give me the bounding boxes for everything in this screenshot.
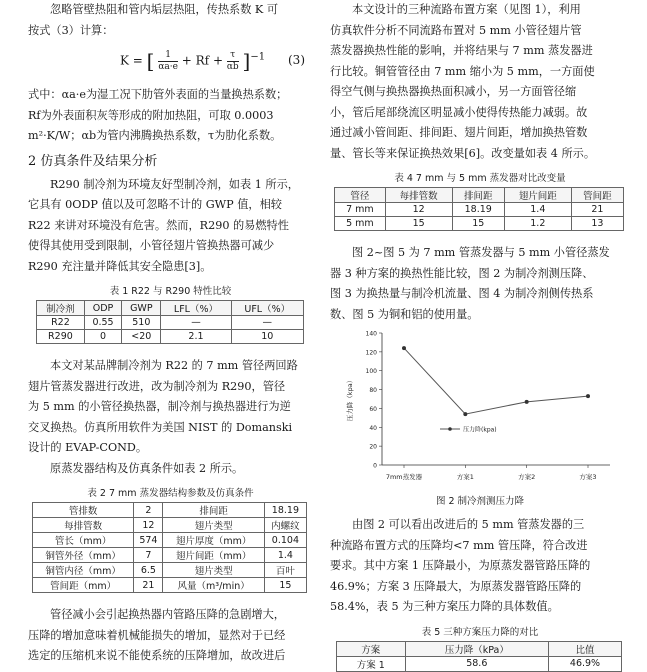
table-header: 每排管数	[385, 188, 452, 203]
text-line: 通过减小管间距、排间距、翅片间距，增加换热管数	[330, 126, 588, 139]
text-line: 行比较。铜管管径由 7 mm 缩小为 5 mm，一方面使	[330, 64, 595, 78]
fraction-denominator: αa·e	[158, 61, 178, 72]
table-header: GWP	[122, 301, 161, 316]
text-line: 压降的增加意味着机械能损失的增加，显然对于已经	[28, 628, 286, 642]
text-line: 58.4%，表 5 为三种方案压力降的具体数值。	[330, 600, 559, 613]
table-row	[33, 533, 307, 548]
table-cell: 管间距（mm）	[33, 578, 134, 593]
equation-number: (3)	[288, 53, 305, 67]
text-line: R290 充注量并降低其安全隐患[3]。	[28, 259, 212, 273]
table-caption: 表 1 R22 与 R290 特性比较	[109, 286, 232, 297]
table-cell: 10	[231, 330, 304, 344]
text-line: 由图 2 可以看出改进后的 5 mm 管蒸发器的三	[352, 518, 585, 531]
paragraph	[330, 515, 630, 618]
table-header: 制冷剂	[37, 301, 85, 316]
paragraph	[28, 356, 313, 479]
table-cell: 0.104	[264, 533, 306, 548]
table-cell: 15	[452, 217, 504, 231]
equation-body: K = [ $\frac{1}{\alpha a\cdot e}$ + Rf + $\frac{\tau}{\alpha b}$ ]$^{-1}$	[120, 49, 266, 73]
table-header: LFL（%）	[161, 301, 231, 316]
table-cell: 风量（m³/min）	[163, 578, 264, 593]
text-line: 使得其使用受到限制，小管径翅片管换热器可减少	[28, 239, 275, 252]
text-line: 量、管长等来保证换热效果[6]。改变量如表 4 所示。	[330, 146, 596, 160]
table-cell: 21	[571, 203, 623, 217]
text-line: 设计的 EVAP-COND。	[28, 441, 148, 454]
table-header: 压力降（kPa）	[405, 641, 548, 656]
table-cell: R22	[37, 316, 85, 330]
table-cell: —	[161, 316, 231, 330]
table-header: 比值	[549, 641, 622, 656]
paragraph	[330, 243, 630, 325]
x-tick-label: 方案3	[579, 473, 597, 481]
table-cell: 0	[84, 330, 121, 344]
table-row	[335, 203, 624, 217]
text-line: 仿真软件分析不同流路布置对 5 mm 小管径翅片管	[330, 23, 582, 37]
left-column	[28, 0, 313, 667]
legend-marker	[448, 427, 452, 431]
equation-lhs: K =	[120, 53, 143, 68]
table-cell: 铜管外径（mm）	[33, 548, 134, 563]
text-line: 得空气侧与换热器换热面积减小，另一方面管径缩	[330, 85, 577, 98]
table-caption: 表 5 三种方案压力降的对比	[421, 626, 539, 638]
text-line: R22 来讲对环境没有危害。然而，R290 的易燃特性	[28, 218, 289, 232]
table-row	[33, 503, 307, 518]
table-header-row	[337, 641, 622, 656]
x-tick-label: 方案2	[518, 473, 536, 481]
fraction	[158, 50, 178, 73]
data-point	[525, 400, 529, 404]
y-tick-label: 60	[369, 405, 377, 413]
table-header: 管间距	[571, 188, 623, 203]
table-header: 排间距	[452, 188, 504, 203]
table-cell: 6.5	[134, 563, 163, 578]
table-row	[33, 563, 307, 578]
figure-2-chart	[330, 325, 630, 493]
table-header: 管径	[335, 188, 386, 203]
text-line: 交叉换热。仿真所用软件为美国 NIST 的 Domanski	[28, 420, 293, 434]
text-line: 图 2~图 5 为 7 mm 管蒸发器与 5 mm 小管径蒸发	[352, 246, 610, 259]
text-line: 它具有 0ODP 值以及可忽略不计的 GWP 值，相较	[28, 198, 282, 211]
table-cell: 排间距	[163, 503, 264, 518]
table-cell: 7 mm	[335, 203, 386, 217]
text-line: 器 3 种方案的换热性能比较，图 2 为制冷剂测压降、	[330, 266, 594, 280]
text-line: 种流路布置方式的压降均<7 mm 管压降，符合改进	[330, 538, 588, 552]
table-row	[335, 217, 624, 231]
table-cell: 翅片间距（mm）	[163, 548, 264, 563]
table-header: 翅片间距	[504, 188, 571, 203]
paragraph	[28, 0, 313, 41]
table-5	[336, 641, 622, 672]
table-cell: 15	[264, 578, 306, 593]
paragraph	[330, 0, 630, 164]
text-line: 数、图 5 为铜和铝的使用量。	[330, 307, 479, 321]
text-line: 要求。其中方案 1 压降最小，为原蒸发器管路压降的	[330, 559, 591, 572]
table-row	[33, 548, 307, 563]
table-cell: 7	[134, 548, 163, 563]
table-cell: 铜管内径（mm）	[33, 563, 134, 578]
paragraph	[28, 85, 313, 147]
text-line: Rf为外表面积灰等形成的附加热阻，可取 0.0003	[28, 108, 274, 122]
table-header: 方案	[337, 641, 406, 656]
y-tick-label: 80	[369, 387, 377, 395]
x-tick-label: 7mm蒸发器	[385, 473, 423, 481]
data-point	[463, 412, 467, 416]
text-line: 图 3 为换热量与制冷机流量、图 4 为制冷剂侧传热系	[330, 287, 594, 300]
equation-3	[28, 41, 313, 85]
table-cell: 2.1	[161, 330, 231, 344]
text-line: 选定的压缩机来说不能使系统的压降增加，故改进后	[28, 649, 286, 662]
legend-label: 压力降(kpa)	[463, 426, 497, 434]
text-line: R290 制冷剂为环境友好型制冷剂，如表 1 所示，	[50, 177, 299, 191]
text-line: 原蒸发器结构及仿真条件如表 2 所示。	[50, 461, 244, 475]
table-caption: 表 4 7 mm 与 5 mm 蒸发器对比改变量	[394, 173, 566, 184]
table-row	[37, 330, 304, 344]
table-row	[337, 656, 622, 671]
fraction-numerator: 1	[158, 50, 178, 62]
table-cell: 百叶	[264, 563, 306, 578]
table-cell: 1.4	[504, 203, 571, 217]
text-line: m²·K/W；αb为管内沸腾换热系数，τ为肋化系数。	[28, 129, 282, 142]
table-caption: 表 2 7 mm 蒸发器结构参数及仿真条件	[87, 488, 254, 499]
table-cell: <20	[122, 330, 161, 344]
table-2	[32, 502, 307, 593]
data-point	[586, 394, 590, 398]
table-cell: 574	[134, 533, 163, 548]
y-tick-label: 20	[369, 443, 377, 451]
text-line: 本文设计的三种流路布置方案（见图 1），利用	[352, 3, 581, 16]
table-1	[36, 300, 304, 344]
table-cell: 58.6	[405, 656, 548, 671]
text-line: 为 5 mm 的小管径换热器，制冷剂与换热器进行为逆	[28, 400, 291, 413]
table-cell: 翅片类型	[163, 563, 264, 578]
table-cell: 12	[385, 203, 452, 217]
y-tick-label: 120	[365, 349, 377, 357]
table-cell: 18.19	[452, 203, 504, 217]
table-cell: 2	[134, 503, 163, 518]
table-cell: 15	[385, 217, 452, 231]
figure-caption: 图 2 制冷剂测压力降	[435, 496, 525, 507]
table-cell: 5 mm	[335, 217, 386, 231]
table-cell: R290	[37, 330, 85, 344]
section-heading: 2 仿真条件及结果分析	[28, 153, 158, 169]
paragraph	[28, 175, 313, 278]
table-cell: 13	[571, 217, 623, 231]
right-column	[330, 0, 630, 672]
table-header: UFL（%）	[231, 301, 304, 316]
table-row	[37, 316, 304, 330]
table-row	[33, 578, 307, 593]
text-line: 忽略管壁热阻和管内垢层热阻，传热系数 K 可	[50, 3, 279, 16]
chart-svg	[330, 325, 630, 493]
table-cell: 1.2	[504, 217, 571, 231]
y-tick-label: 40	[369, 424, 377, 432]
fraction	[227, 50, 239, 73]
text-line: 46.9%；方案 3 压降最大，为原蒸发器管路压降的	[330, 579, 582, 593]
table-header: ODP	[84, 301, 121, 316]
table-cell: 21	[134, 578, 163, 593]
text-line: 翅片管蒸发器进行改进，改为制冷剂为 R290，管径	[28, 379, 286, 393]
series-line	[404, 348, 588, 414]
text-line: 式中：αa·e为湿工况下肋管外表面的当量换热系数；	[28, 88, 288, 101]
table-header-row	[335, 188, 624, 203]
equation-term: + Rf +	[181, 53, 223, 68]
fraction-denominator: αb	[226, 61, 239, 72]
data-point	[402, 346, 406, 350]
table-cell: 翅片类型	[163, 518, 264, 533]
table-cell: 46.9%	[549, 656, 622, 671]
table-row	[33, 518, 307, 533]
y-tick-label: 0	[373, 462, 377, 470]
exponent: −1	[250, 51, 266, 63]
table-cell: 0.55	[84, 316, 121, 330]
table-cell: 管长（mm）	[33, 533, 134, 548]
table-cell: 内螺纹	[264, 518, 306, 533]
y-axis-label: 压力降（kpa）	[346, 376, 354, 422]
text-line: 本文对某品牌制冷剂为 R22 的 7 mm 管径两回路	[50, 359, 298, 372]
text-line: 按式（3）计算：	[28, 23, 114, 37]
x-tick-label: 方案1	[456, 473, 474, 481]
y-tick-label: 100	[365, 368, 377, 376]
table-cell: 管排数	[33, 503, 134, 518]
table-header-row	[37, 301, 304, 316]
table-cell: 翅片厚度（mm）	[163, 533, 264, 548]
table-cell: 510	[122, 316, 161, 330]
text-line: 小，管后尾部绕流区明显减小使得传热能力减弱。故	[330, 105, 588, 119]
paragraph	[28, 605, 313, 667]
y-tick-label: 140	[365, 330, 377, 338]
table-cell: —	[231, 316, 304, 330]
fraction-numerator: τ	[227, 50, 239, 62]
table-cell: 1.4	[264, 548, 306, 563]
text-line: 管径减小会引起换热器内管路压降的急剧增大，	[50, 608, 285, 621]
table-4	[334, 187, 624, 231]
text-line: 蒸发器换热性能的影响，并将结果与 7 mm 蒸发器进	[330, 44, 593, 57]
table-cell: 方案 1	[337, 656, 406, 671]
table-cell: 每排管数	[33, 518, 134, 533]
table-cell: 12	[134, 518, 163, 533]
table-cell: 18.19	[264, 503, 306, 518]
